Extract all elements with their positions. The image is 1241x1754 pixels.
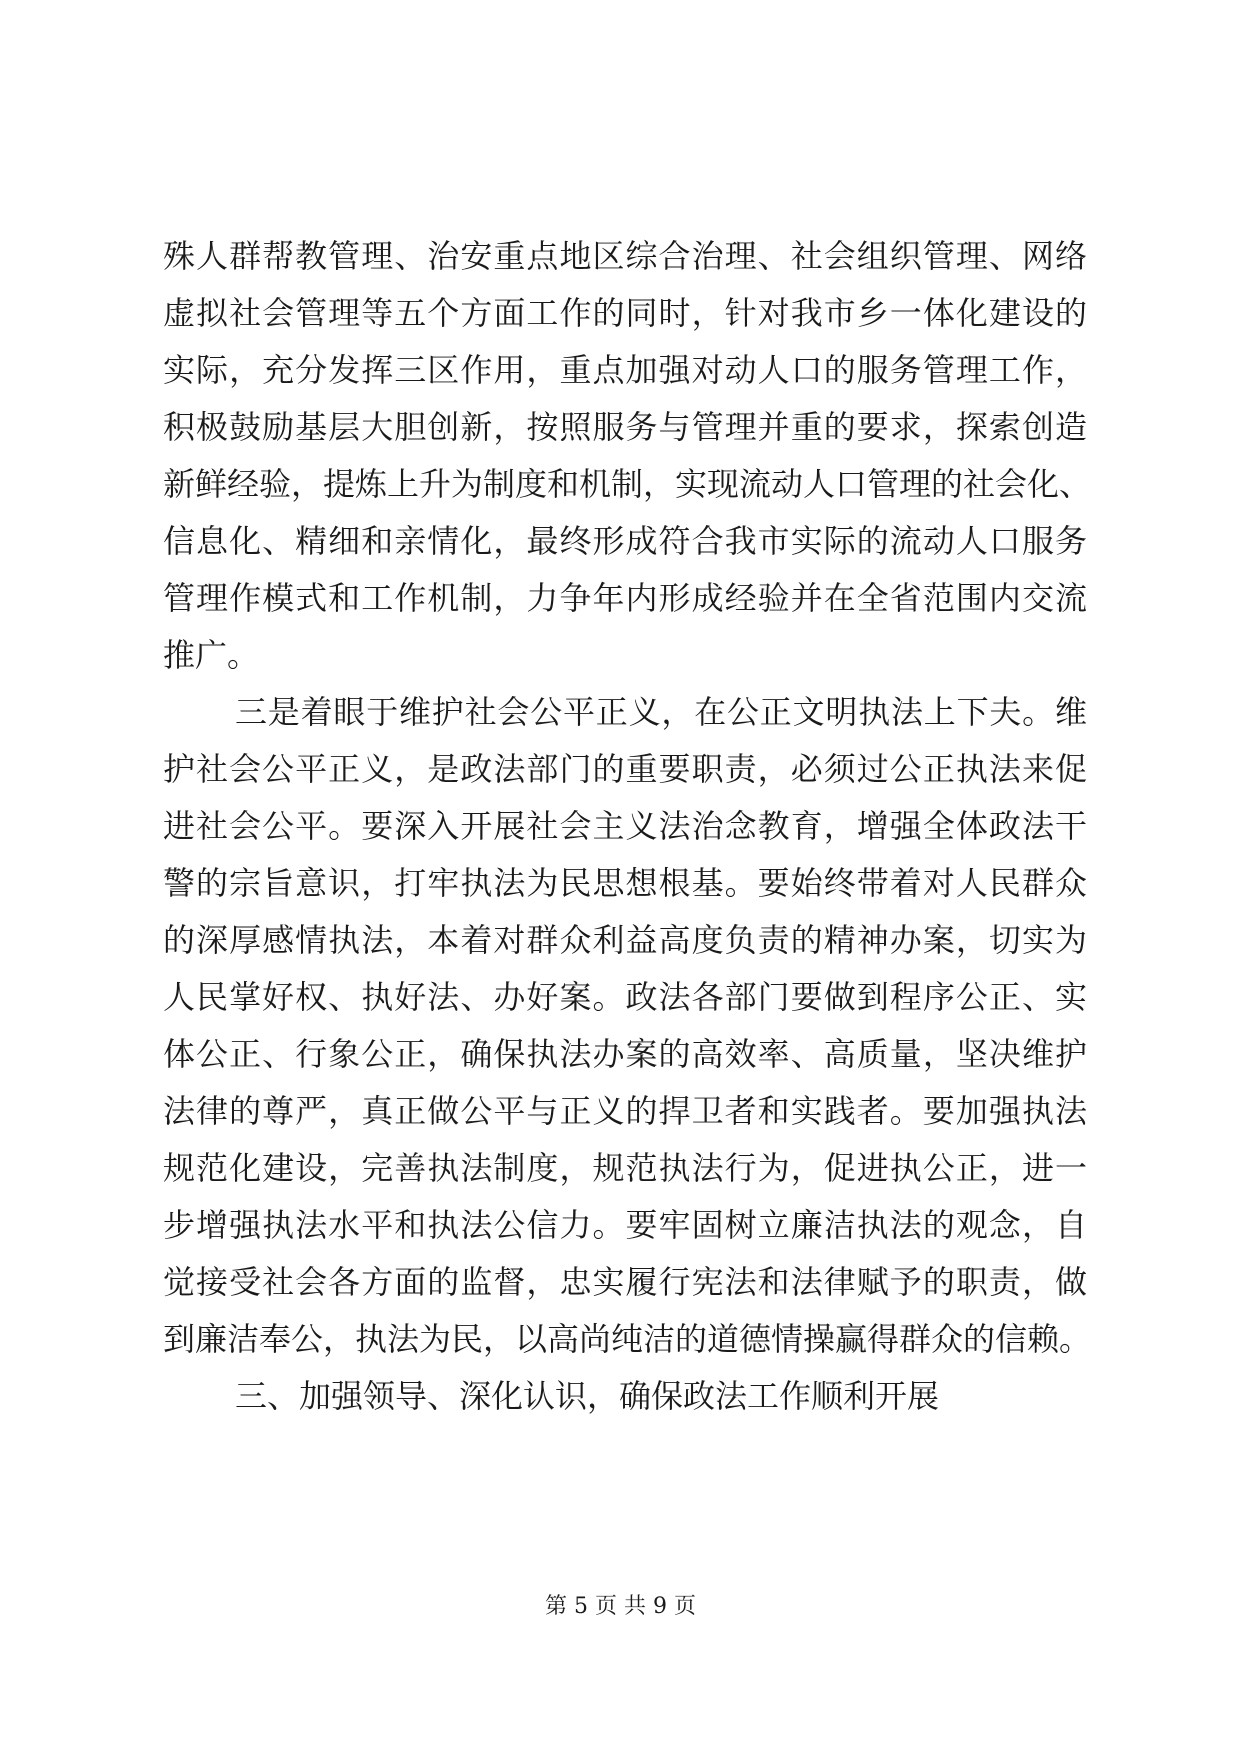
paragraph-line: 觉接受社会各方面的监督，忠实履行宪法和法律赋予的职责，做	[163, 1263, 1087, 1301]
document-body	[163, 228, 1092, 1425]
paragraph-line: 警的宗旨意识，打牢执法为民思想根基。要始终带着对人民群众	[163, 864, 1087, 902]
paragraph-line: 到廉洁奉公，执法为民，以高尚纯洁的道德情操赢得群众的信赖。	[163, 1320, 1092, 1358]
paragraph-line: 三是着眼于维护社会公平正义，在公正文明执法上下夫。维	[235, 693, 1087, 731]
page-number: 第 5 页 共 9 页	[545, 1594, 696, 1619]
paragraph-line: 护社会公平正义，是政法部门的重要职责，必须过公正执法来促	[163, 750, 1087, 788]
paragraph-line: 规范化建设，完善执法制度，规范执法行为，促进执公正，进一	[163, 1149, 1087, 1187]
paragraph-line: 步增强执法水平和执法公信力。要牢固树立廉洁执法的观念，自	[163, 1206, 1087, 1244]
paragraph-line: 的深厚感情执法，本着对群众利益高度负责的精神办案，切实为	[163, 921, 1087, 959]
paragraph-line: 积极鼓励基层大胆创新，按照服务与管理并重的要求，探索创造	[163, 408, 1087, 446]
paragraph-line: 管理作模式和工作机制，力争年内形成经验并在全省范围内交流	[163, 579, 1087, 617]
paragraph-line: 殊人群帮教管理、治安重点地区综合治理、社会组织管理、网络	[163, 237, 1087, 275]
paragraph-line: 信息化、精细和亲情化，最终形成符合我市实际的流动人口服务	[163, 522, 1087, 560]
paragraph-line: 体公正、行象公正，确保执法办案的高效率、高质量，坚决维护	[163, 1035, 1087, 1073]
paragraph-line: 虚拟社会管理等五个方面工作的同时，针对我市乡一体化建设的	[163, 294, 1087, 332]
paragraph-line: 新鲜经验，提炼上升为制度和机制，实现流动人口管理的社会化、	[163, 465, 1092, 503]
paragraph-line: 人民掌好权、执好法、办好案。政法各部门要做到程序公正、实	[163, 978, 1087, 1016]
paragraph-line: 实际，充分发挥三区作用，重点加强对动人口的服务管理工作，	[163, 351, 1087, 389]
section-heading: 三、加强领导、深化认识，确保政法工作顺利开展	[235, 1377, 940, 1415]
paragraph-line: 推广。	[163, 636, 260, 674]
paragraph-line: 法律的尊严，真正做公平与正义的捍卫者和实践者。要加强执法	[163, 1092, 1087, 1130]
paragraph-line: 进社会公平。要深入开展社会主义法治念教育，增强全体政法干	[163, 807, 1087, 845]
